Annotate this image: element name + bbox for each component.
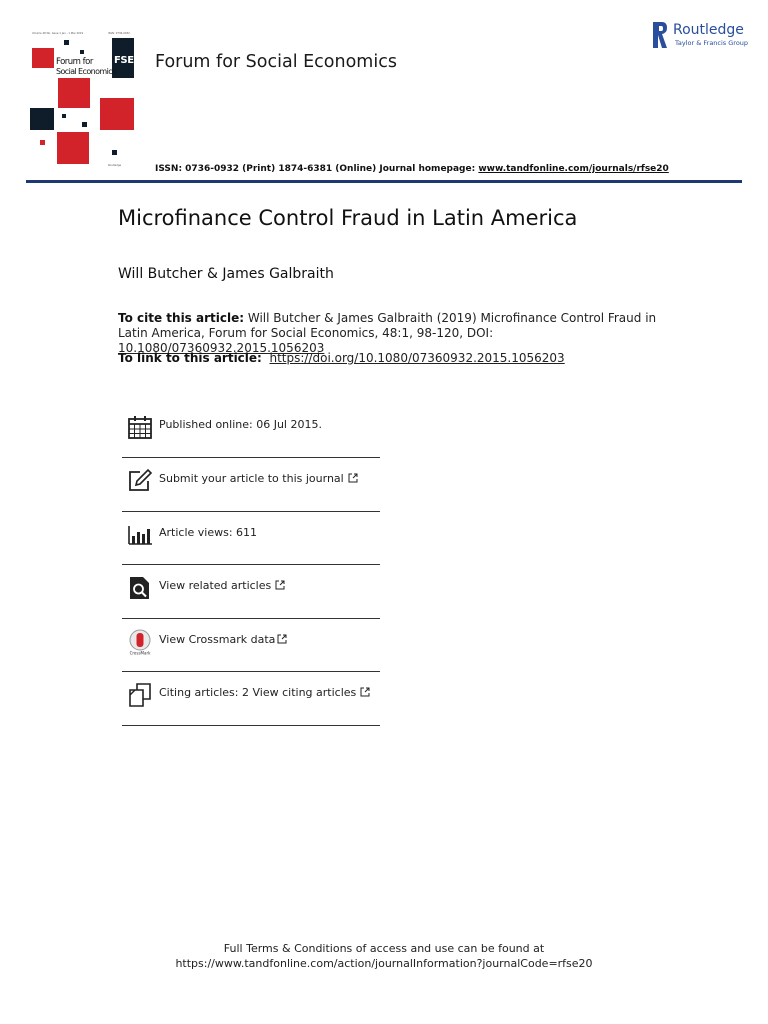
citation-block [118,311,678,356]
submit-article-label: Submit your article to this journal [159,472,344,485]
info-row-citing[interactable] [122,672,380,726]
crossmark-data-label: View Crossmark data [159,632,276,646]
external-link-icon [348,473,358,483]
publisher-tagline: Taylor & Francis Group [675,39,749,47]
submit-article-link[interactable] [159,472,358,485]
published-online-text: Published online: 06 Jul 2015. [159,418,322,431]
info-row-views [122,512,380,566]
cover-title-line1: Forum for [56,57,93,67]
info-row-submit[interactable] [122,458,380,512]
info-row-crossmark[interactable] [122,619,380,673]
cover-square [62,114,66,118]
crossmark-link[interactable] [159,633,287,646]
external-link-icon [360,687,370,697]
citing-articles-icon [127,682,153,708]
journal-cover-image [30,30,134,170]
article-views-text: Article views: 611 [159,525,258,539]
cover-square [100,98,134,130]
cover-title-line2: Social Economics [56,67,116,76]
issn-text: ISSN: 0736-0932 (Print) 1874-6381 (Online) Journal homepage: [155,164,479,174]
crossmark-icon [127,629,153,655]
related-articles-label: View related articles [159,579,272,592]
cover-square [112,150,117,155]
info-row-published [122,404,380,458]
bar-chart-icon [127,522,153,548]
info-row-related[interactable] [122,565,380,619]
journal-title: Forum for Social Economics [155,52,397,72]
external-link-icon [275,580,285,590]
routledge-r-icon [653,22,667,48]
cover-square [30,108,54,130]
search-document-icon [127,575,153,601]
cover-square [57,132,89,164]
article-title: Microfinance Control Fraud in Latin America [118,206,578,230]
publisher-name: Routledge [673,22,744,38]
citation-text: Will Butcher & James Galbraith (2019) Microfinance Control Fraud in Latin America, Forum for Social Economics, 48:1, 98-120, DOI: [118,311,657,340]
cover-issn-text: ISSN: 0736-0932 [108,32,130,35]
cover-publisher-mark: Routledge [108,164,122,167]
edit-icon [127,468,153,494]
cover-square [40,140,45,145]
citation-doi-link[interactable]: 10.1080/07360932.2015.1056203 [118,341,325,355]
article-link-block [118,351,565,365]
cover-fse-badge: FSE [114,55,134,66]
article-info-list [122,404,380,726]
cover-square [58,78,90,108]
calendar-icon [127,414,153,440]
cover-square [64,40,69,45]
header-rule [26,180,742,183]
related-articles-link[interactable] [159,579,285,592]
citing-articles-link[interactable] [159,686,370,699]
issn-line [155,164,669,174]
routledge-logo [653,22,748,50]
cover-issue-text: Volume 48 No. Issue 1 Jan - 1 Mar 2019 [32,32,84,35]
article-link-label: To link to this article: [118,351,262,365]
citing-articles-label: Citing articles: 2 View citing articles [159,686,357,699]
cover-square [82,122,87,127]
footer-terms-text: Full Terms & Conditions of access and use can be found at [223,942,545,955]
crossmark-label: CrossMark [129,650,151,655]
footer-terms-url[interactable]: https://www.tandfonline.com/action/journalInformation?journalCode=rfse20 [175,957,593,970]
external-link-icon [277,634,287,644]
cover-square [80,50,84,54]
journal-homepage-link[interactable]: www.tandfonline.com/journals/rfse20 [478,164,669,174]
citation-label: To cite this article: [118,311,245,325]
article-authors: Will Butcher & James Galbraith [118,266,334,282]
article-doi-url-link[interactable]: https://doi.org/10.1080/07360932.2015.1056203 [269,351,565,365]
cover-square [32,48,54,68]
